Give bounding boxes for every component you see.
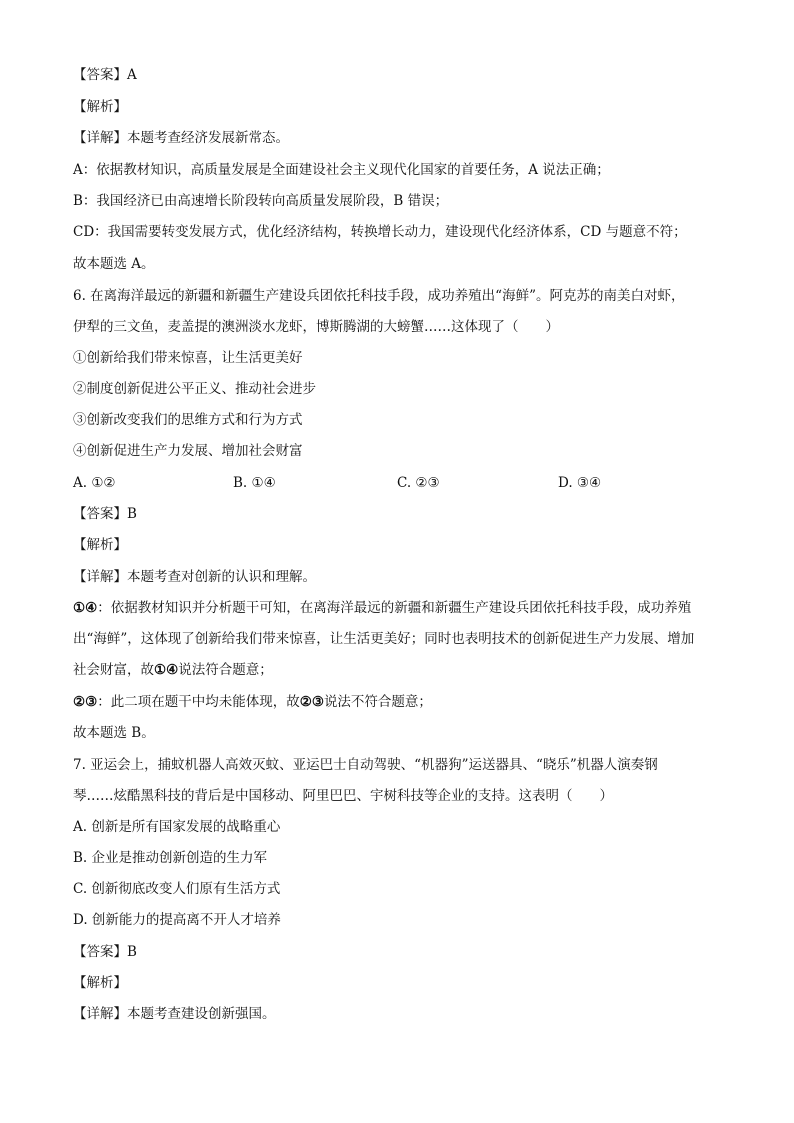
q7-option-b: B. 企业是推动创新创造的生力军 bbox=[73, 850, 268, 866]
q6-option-b: B. ①④ bbox=[233, 475, 276, 491]
q7-stem-line-2: 琴……炫酷黑科技的背后是中国移动、阿里巴巴、宇树科技等企业的支持。这表明（ ） bbox=[73, 788, 613, 804]
q6-explanation-1-line-1 bbox=[73, 598, 691, 618]
q6-stem-line-2: 伊犁的三文鱼，麦盖提的澳洲淡水龙虾，博斯腾湖的大螃蟹……这体现了（ ） bbox=[73, 319, 559, 335]
q6-exp2-text-pre: ：此二项在题干中均未能体现，故 bbox=[97, 694, 300, 710]
q6-answer: 【答案】B bbox=[73, 506, 137, 522]
q6-explanation-1-line-2: 出“海鲜”，这体现了创新给我们带来惊喜，让生活更美好；同时也表明技术的创新促进生产力发展、增加 bbox=[73, 631, 695, 647]
q6-exp1-line3-pre: 社会财富，故 bbox=[73, 662, 154, 678]
q7-stem-line-1: 7. 亚运会上，捕蚊机器人高效灭蚊、亚运巴士自动驾驶、“机器狗”运送器具、“晓乐”机器人演奏钢 bbox=[73, 757, 658, 773]
q7-detail: 【详解】本题考查建设创新强国。 bbox=[73, 1006, 276, 1022]
q6-option-c: C. ②③ bbox=[397, 475, 440, 491]
q5-analysis-heading: 【解析】 bbox=[73, 99, 127, 115]
q6-explanation-2 bbox=[73, 692, 432, 712]
q6-item-3: ③创新改变我们的思维方式和行为方式 bbox=[73, 412, 303, 428]
q6-exp1-line3-bold: ①④ bbox=[154, 662, 179, 678]
q6-exp1-text: ：依据教材知识并分析题干可知，在离海洋最远的新疆和新疆生产建设兵团依托科技手段，成功养殖 bbox=[97, 600, 692, 616]
q5-explanation-a: A：依据教材知识，高质量发展是全面建设社会主义现代化国家的首要任务，A 说法正确； bbox=[73, 162, 610, 178]
q5-answer: 【答案】A bbox=[73, 67, 137, 83]
q6-conclusion: 故本题选 B。 bbox=[73, 725, 155, 741]
q6-exp2-lead: ②③ bbox=[73, 694, 98, 710]
q6-detail: 【详解】本题考查对创新的认识和理解。 bbox=[73, 569, 316, 585]
q7-option-a: A. 创新是所有国家发展的战略重心 bbox=[73, 819, 281, 835]
q5-conclusion: 故本题选 A。 bbox=[73, 256, 155, 272]
q5-detail: 【详解】本题考查经济发展新常态。 bbox=[73, 130, 289, 146]
q5-explanation-cd: CD：我国需要转变发展方式，优化经济结构，转换增长动力，建设现代化经济体系，CD 与题意不符； bbox=[73, 224, 687, 240]
q7-option-c: C. 创新彻底改变人们原有生活方式 bbox=[73, 881, 281, 897]
q7-answer: 【答案】B bbox=[73, 944, 137, 960]
q6-item-2: ②制度创新促进公平正义、推动社会进步 bbox=[73, 381, 316, 397]
q7-analysis-heading: 【解析】 bbox=[73, 975, 127, 991]
q6-explanation-1-line-3 bbox=[73, 660, 273, 680]
q6-exp1-lead: ①④ bbox=[73, 600, 98, 616]
q6-option-a: A. ①② bbox=[73, 475, 116, 491]
q6-option-d: D. ③④ bbox=[558, 475, 602, 491]
q5-explanation-b: B：我国经济已由高速增长阶段转向高质量发展阶段，B 错误； bbox=[73, 193, 449, 209]
q6-analysis-heading: 【解析】 bbox=[73, 537, 127, 553]
q6-item-4: ④创新促进生产力发展、增加社会财富 bbox=[73, 443, 303, 459]
q6-exp1-line3-post: 说法符合题意； bbox=[178, 662, 273, 678]
q6-exp2-text-post: 说法不符合题意； bbox=[323, 694, 432, 710]
q7-option-d: D. 创新能力的提高离不开人才培养 bbox=[73, 912, 281, 928]
q6-stem-line-1: 6. 在离海洋最远的新疆和新疆生产建设兵团依托科技手段，成功养殖出“海鲜”。阿克苏的南美白对虾， bbox=[73, 288, 685, 304]
q6-exp2-bold: ②③ bbox=[299, 694, 324, 710]
q6-item-1: ①创新给我们带来惊喜，让生活更美好 bbox=[73, 350, 303, 366]
